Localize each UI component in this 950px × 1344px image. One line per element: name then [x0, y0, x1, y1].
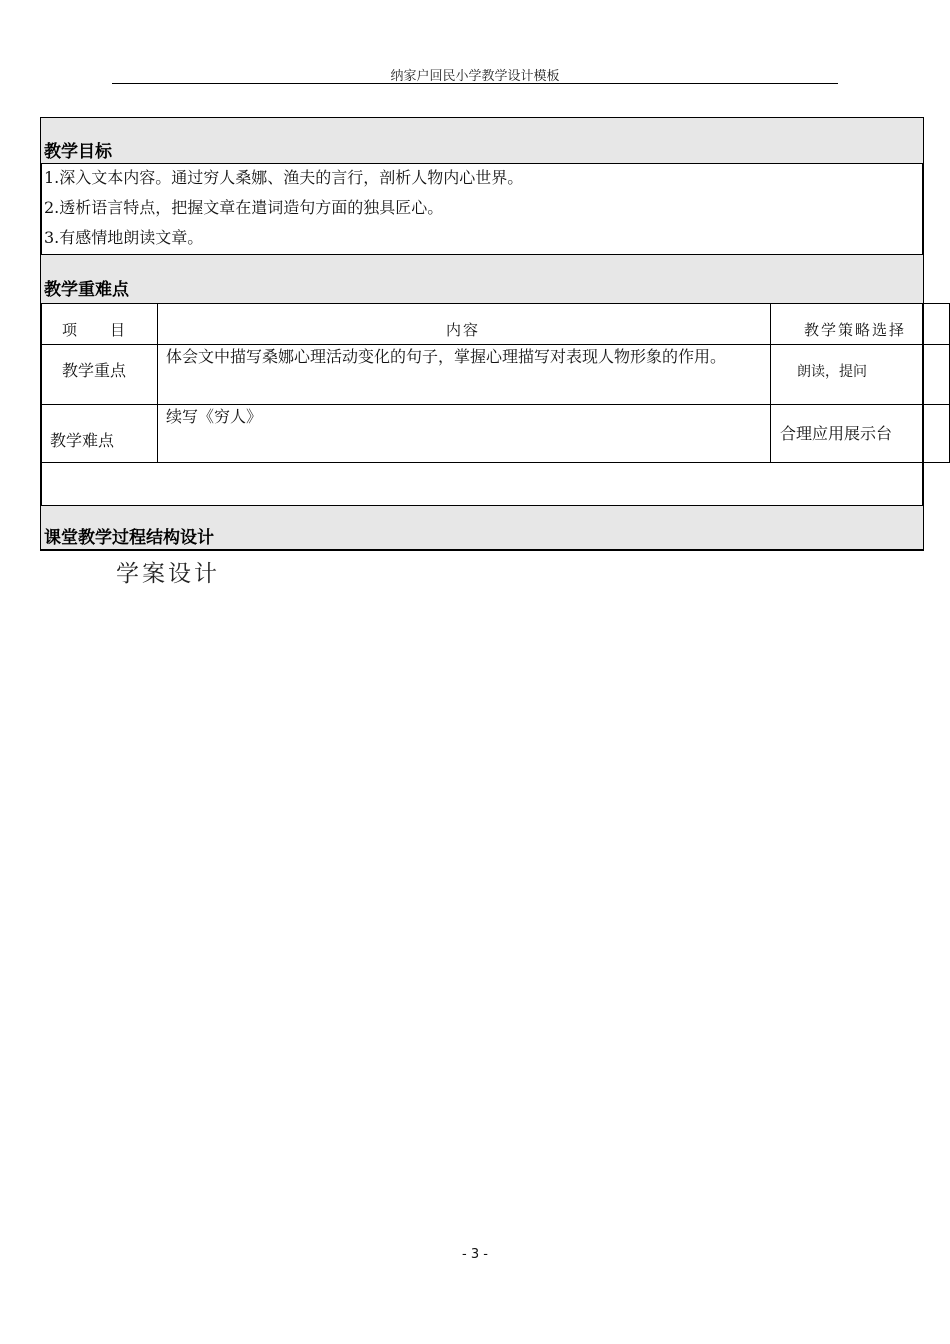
- goal-item-3: 3.有感情地朗读文章。: [44, 228, 204, 247]
- column-divider: [770, 303, 771, 463]
- column-header-strategy: 教学策略选择: [804, 321, 907, 339]
- keypoints-header-band: [41, 255, 923, 303]
- row-difficult-item: 教学难点: [50, 431, 115, 450]
- goals-title: 教学目标: [44, 142, 112, 162]
- design-label: 学案设计: [116, 561, 220, 587]
- divider: [41, 303, 950, 304]
- divider: [41, 462, 950, 463]
- goal-item-2: 2.透析语言特点，把握文章在遣词造句方面的独具匠心。: [44, 198, 444, 217]
- row-key-item: 教学重点: [62, 361, 127, 380]
- row-key-strategy: 朗读，提问: [797, 364, 867, 380]
- process-title: 课堂教学过程结构设计: [44, 528, 214, 548]
- page-header-title: 纳家户回民小学教学设计模板: [390, 69, 560, 84]
- row-difficult-content: 续写《穷人》: [166, 407, 263, 426]
- divider: [41, 163, 923, 164]
- column-header-content: 内容: [446, 321, 481, 339]
- column-divider: [157, 303, 158, 463]
- row-key-content: 体会文中描写桑娜心理活动变化的句子，掌握心理描写对表现人物形象的作用。: [166, 347, 727, 366]
- column-header-item: 项 目: [62, 321, 127, 339]
- header-rule: [112, 83, 838, 84]
- page-number: - 3 -: [462, 1247, 488, 1262]
- row-difficult-strategy: 合理应用展示台: [780, 424, 893, 443]
- goal-item-1: 1.深入文本内容。通过穷人桑娜、渔夫的言行，剖析人物内心世界。: [44, 168, 524, 187]
- keypoints-title: 教学重难点: [44, 280, 129, 300]
- goals-header-band: [41, 118, 923, 163]
